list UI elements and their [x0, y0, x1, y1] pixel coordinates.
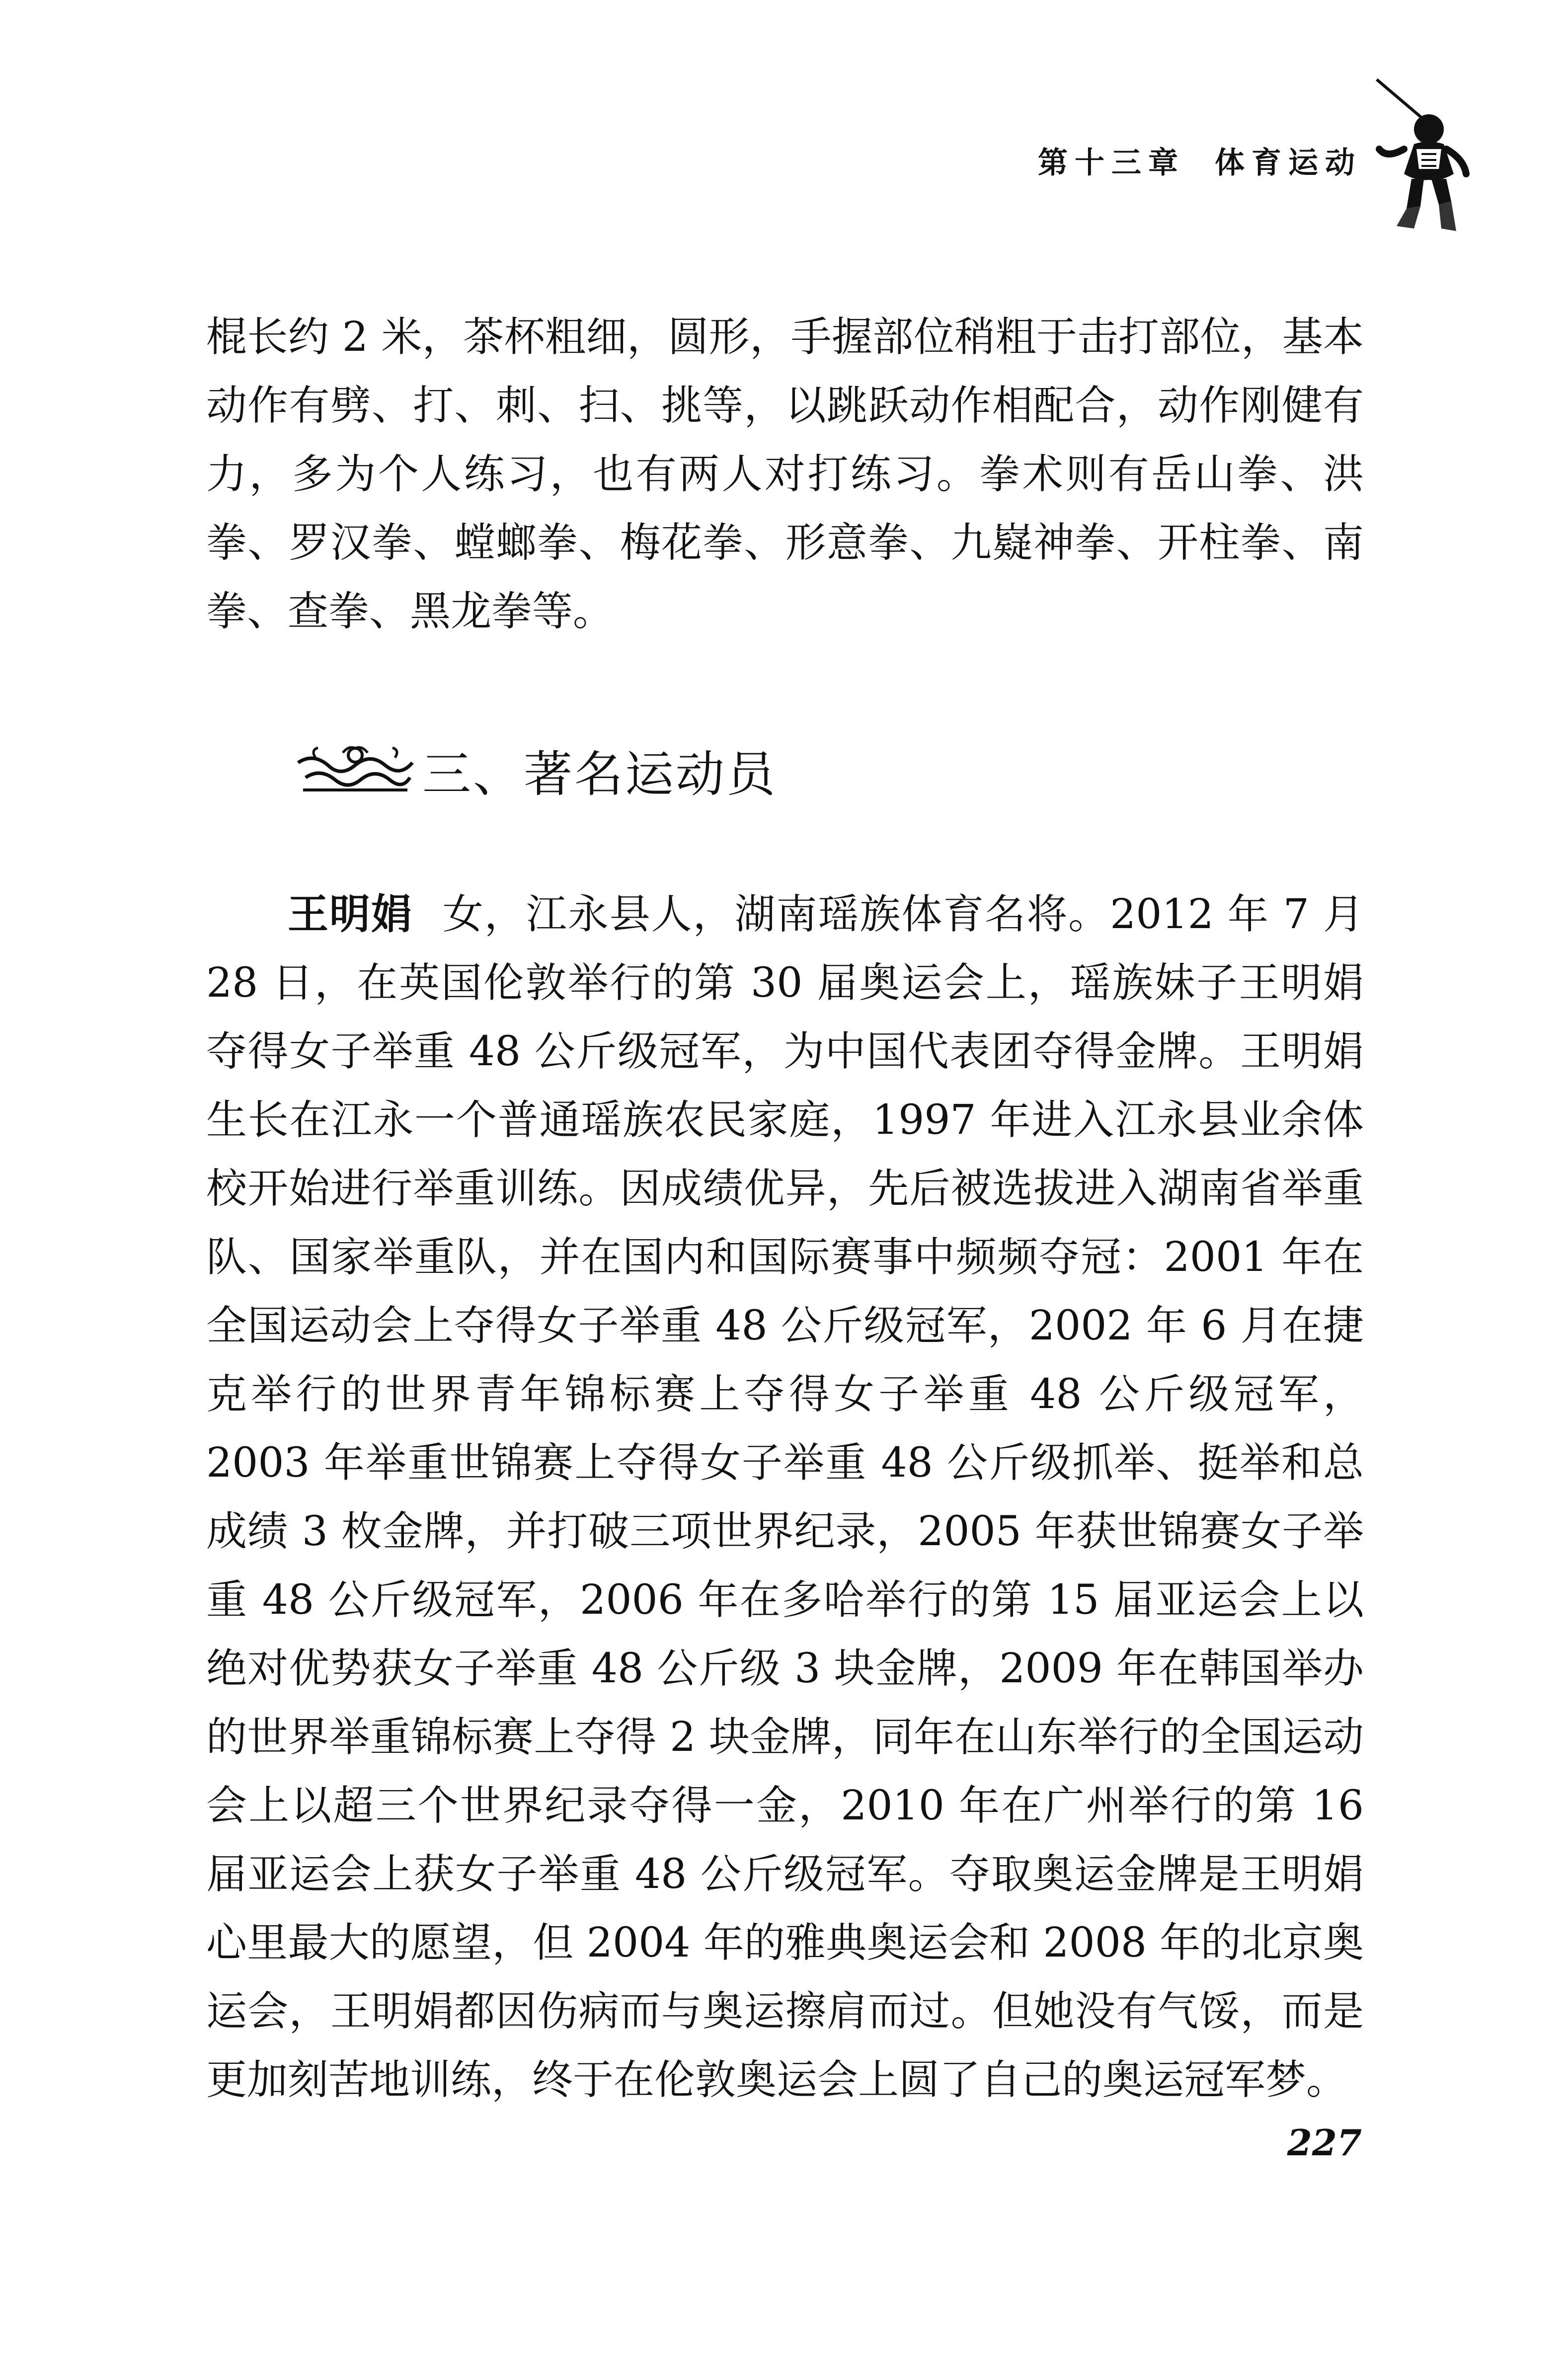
chapter-title: 体育运动 — [1215, 146, 1362, 180]
paragraph-biography — [206, 880, 1364, 2115]
running-head — [1038, 139, 1362, 182]
page-number: 227 — [1287, 2121, 1362, 2164]
section-heading — [293, 735, 777, 805]
chapter-label: 第十三章 — [1038, 146, 1185, 180]
athlete-name: 王明娟 — [288, 891, 413, 938]
paragraph-intro: 棍长约 2 米，茶杯粗细，圆形，手握部位稍粗于击打部位，基本动作有劈、打、刺、扫、挑等，以跳跃动作相配合，动作刚健有力，多为个人练习，也有两人对打练习。拳术则有岳山拳、洪拳、罗汉拳、螳螂拳、梅花拳、形意拳、九嶷神拳、开柱拳、南拳、查拳、黑龙拳等。 — [206, 314, 1364, 635]
section-title: 三、著名运动员 — [422, 746, 778, 803]
cloud-ornament-icon — [293, 743, 417, 797]
biography-text: 女，江永县人，湖南瑶族体育名将。2012 年 7 月 28 日，在英国伦敦举行的第 30 届奥运会上，瑶族妹子王明娟夺得女子举重 48 公斤级冠军，为中国代表团夺得金牌。王明娟生长在江永一个普通瑶族农民家庭，1997 年进入江永县业余体校开始进行举重训练。因成绩优异，先后被选拔进入湖南省举重队、国家举重队，并在国内和国际赛事中频频夺冠：2001 年在全国运动会上夺得女子举重 48 公斤级冠军，2002 年 6 月在捷克举行的世界青年锦标赛上夺得女子举重 48 公斤级冠军，2003 年举重世锦赛上夺得女子举重 48 公斤级抓举、挺举和总成绩 3 枚金牌，并打破三项世界纪录，2005 年获世锦赛女子举重 48 公斤级冠军，2006 年在多哈举行的第 15 届亚运会上以绝对优势获女子举重 48 公斤级 3 块金牌，2009 年在韩国举办的世界举重锦标赛上夺得 2 块金牌，同年在山东举行的全国运动会上以超三个世界纪录夺得一金，2010 年在广州举行的第 16 届亚运会上获女子举重 48 公斤级冠军。夺取奥运金牌是王明娟心里最大的愿望，但 2004 年的雅典奥运会和 2008 年的北京奥运会，王明娟都因伤病而与奥运擦肩而过。但她没有气馁，而是更加刻苦地训练，终于在伦敦奥运会上圆了自己的奥运冠军梦。 — [206, 891, 1364, 2104]
dancer-figure-icon — [1367, 75, 1471, 238]
